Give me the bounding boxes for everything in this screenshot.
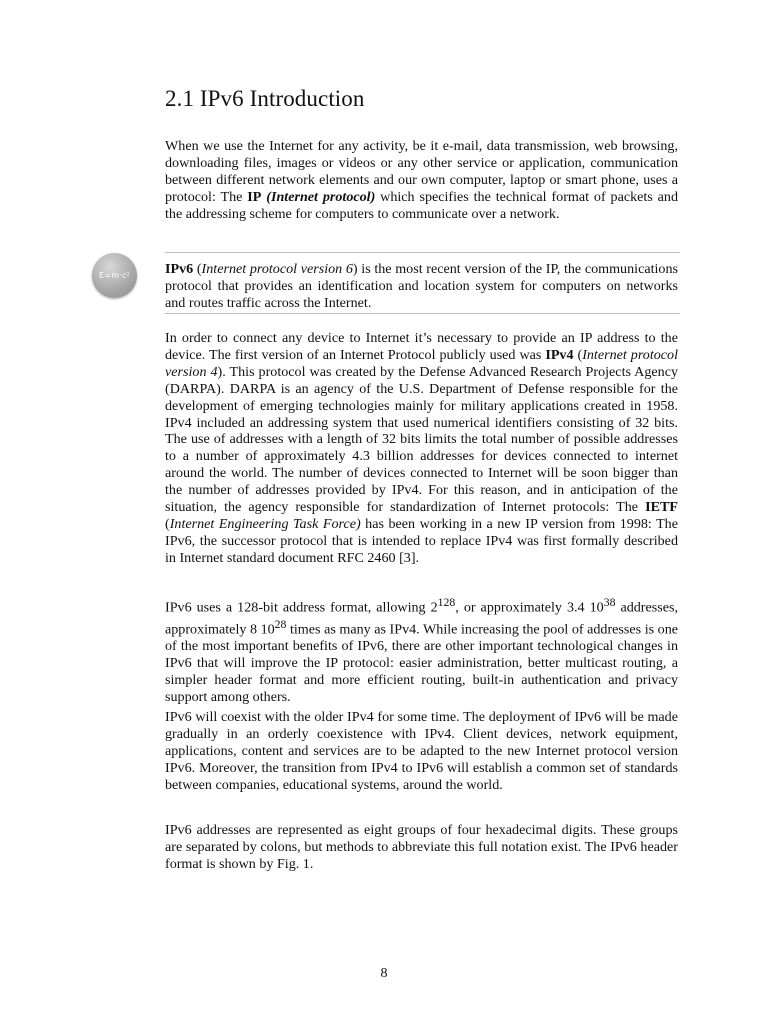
text-run: ( [193, 261, 202, 277]
text-run: ( [165, 515, 170, 532]
paragraph-ip-intro [165, 138, 678, 223]
exponent: 28 [274, 617, 287, 631]
text-run: which specifies the technical format of packets and the addressing scheme for computers to communicate over a network. [165, 188, 678, 222]
definition-callout [165, 252, 680, 314]
text-run: , or approximately 3.4 10 [455, 599, 604, 616]
term-ipv4: IPv4 [545, 346, 574, 363]
term-ipv4-full: Internet protocol version 4 [165, 346, 679, 380]
formula-badge-icon [92, 253, 137, 298]
paragraph-address-notation: IPv6 addresses are represented as eight groups of four hexadecimal digits. These groups are separated by colons, but methods to abbreviate this full notation exist. The IPv6 header format is shown by Fig. 1. [165, 822, 678, 872]
term-ip: IP [247, 188, 262, 205]
exponent: 128 [437, 596, 456, 609]
term-ietf: IETF [645, 499, 678, 516]
text-run: has been working in a new IP version from 1998: The IPv6, the successor protocol that is intended to replace IPv4 was first formally described in Internet standard document RFC 2460 [3]. [165, 515, 678, 566]
page-number: 8 [380, 966, 388, 981]
exponent: 38 [603, 596, 616, 609]
term-ietf-full: Internet Engineering Task Force) [169, 515, 361, 532]
term-ip-full: (Internet protocol) [266, 188, 376, 205]
paragraph-ipv4-history [165, 330, 678, 567]
definition-text [165, 261, 678, 312]
text-run: ) is the most recent version of the IP, the communications protocol that provides an identification and location system for computers on networks and routes traffic across the Internet. [165, 261, 678, 311]
text-run: ( [573, 346, 583, 363]
text-run: times as many as IPv4. While increasing the pool of addresses is one of the most important benefits of IPv6, there are other important technological changes in IPv6 that will improve the IP protocol: easier administration, better multicast routing, a simpler header format and more efficient routing, built-in authentication and privacy support among others. [165, 621, 679, 705]
term-ipv6: IPv6 [165, 261, 194, 277]
text-run: IPv6 uses a 128-bit address format, allowing 2 [165, 599, 438, 616]
paragraph-ipv6-address-format [165, 595, 678, 706]
text-run: In order to connect any device to Internet it’s necessary to provide an IP address to the device. The first version of an Internet Protocol publicly used was [165, 330, 678, 363]
text-run: When we use the Internet for any activity, be it e-mail, data transmission, web browsing, downloading files, images or videos or any other service or application, communication between different network elements and our own computer, laptop or smart phone, uses a protocol: The [165, 138, 678, 205]
badge-label: E=m·c² [99, 271, 130, 280]
term-ipv6-full: Internet protocol version 6 [201, 261, 353, 277]
paragraph-coexistence: IPv6 will coexist with the older IPv4 for some time. The deployment of IPv6 will be made gradually in an orderly coexistence with IPv4. Client devices, network equipment, applications, content and services are to be adapted to the new Internet protocol version IPv6. Moreover, the transition from IPv4 to IPv6 will establish a common set of standards between companies, educational systems, around the world. [165, 709, 678, 793]
text-run: addresses, approximately 8 10 [165, 599, 678, 638]
text-run: ). This protocol was created by the Defense Advanced Research Projects Agency (DARPA). DARPA is an agency of the U.S. Department of Defense responsible for the development of emerging technologies mainly for military applications created in 1958. IPv4 included an addressing system that used numerical identifiers consisting of 32 bits. The use of addresses with a length of 32 bits limits the total number of possible addresses to a number of approximately 4.3 billion addresses for devices connected to internet around the world. The number of devices connected to Internet will be soon bigger than the number of addresses provided by IPv4. For this reason, and in anticipation of the situation, the agency responsible for standardization of Internet protocols: The [165, 363, 679, 516]
section-title: 2.1 IPv6 Introduction [165, 86, 365, 111]
